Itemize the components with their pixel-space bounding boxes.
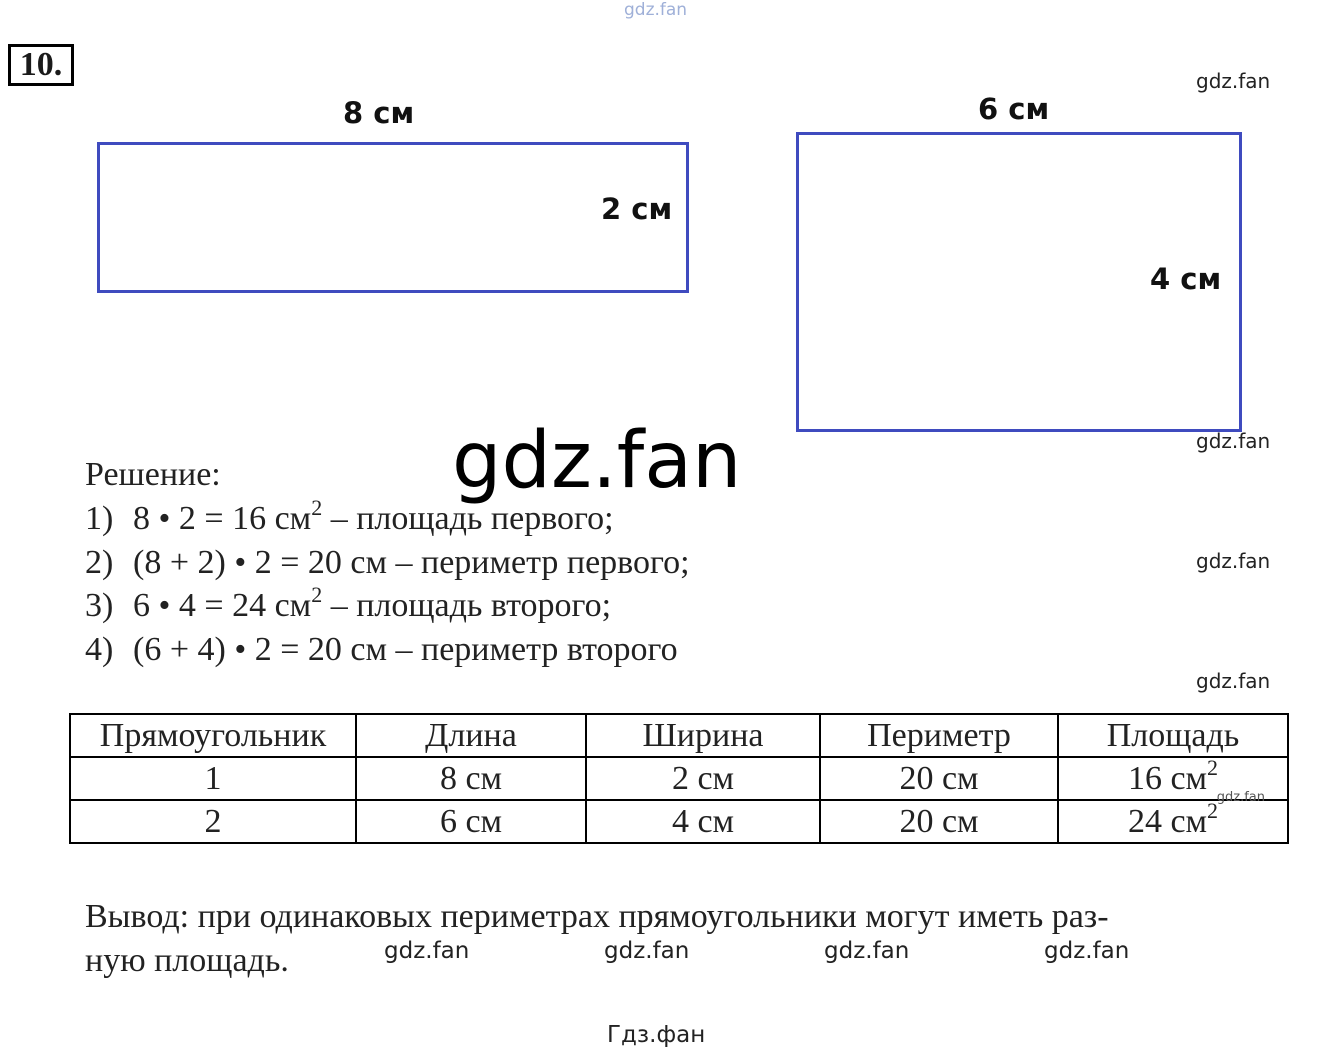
rect1-width-label: 8 см bbox=[343, 96, 415, 130]
step-expression: (8 + 2) • 2 = 20 см bbox=[133, 544, 388, 581]
header-cell: Длина bbox=[356, 714, 586, 757]
step-number: 2) bbox=[85, 544, 114, 581]
table-header-row bbox=[70, 714, 1288, 757]
results-table bbox=[69, 713, 1289, 844]
table-cell: 6 см bbox=[356, 800, 586, 843]
task-number: 10. bbox=[8, 44, 74, 86]
step-expression: (6 + 4) • 2 = 20 см bbox=[133, 631, 388, 668]
step-description: – периметр первого; bbox=[387, 544, 690, 581]
table-row bbox=[70, 800, 1288, 843]
watermark-big: gdz.fan bbox=[452, 416, 742, 506]
header-cell: Прямоугольник bbox=[70, 714, 356, 757]
step-description: – площадь второго; bbox=[322, 587, 612, 624]
step-number: 4) bbox=[85, 631, 114, 668]
solution-step-2 bbox=[85, 541, 690, 585]
watermark-footer: Гдз.фан bbox=[607, 1022, 706, 1048]
area-value: 24 см bbox=[1127, 802, 1208, 840]
watermark-bottom-2: gdz.fan bbox=[604, 938, 690, 964]
step-superscript: 2 bbox=[311, 582, 323, 607]
table-cell: 20 см bbox=[820, 757, 1058, 800]
watermark-side-3: gdz.fan bbox=[1196, 549, 1271, 573]
watermark-side-4: gdz.fan bbox=[1196, 669, 1271, 693]
step-number: 1) bbox=[85, 500, 114, 537]
watermark-side-2: gdz.fan bbox=[1196, 429, 1271, 453]
solution-step-4 bbox=[85, 628, 678, 672]
table-cell: 20 см bbox=[820, 800, 1058, 843]
watermark-bottom-4: gdz.fan bbox=[1044, 938, 1130, 964]
step-description: – площадь первого; bbox=[322, 500, 614, 537]
solution-heading: Решение: bbox=[85, 456, 221, 493]
table-cell bbox=[1058, 754, 1288, 805]
area-value: 16 см bbox=[1127, 759, 1208, 797]
table-row bbox=[70, 757, 1288, 800]
step-superscript: 2 bbox=[311, 495, 323, 520]
watermark-bottom-3: gdz.fan bbox=[824, 938, 910, 964]
step-expression: 6 • 4 = 24 см bbox=[133, 587, 312, 624]
conclusion-line-2: ную площадь. bbox=[85, 942, 289, 979]
watermark-side-1: gdz.fan bbox=[1196, 69, 1271, 93]
table-cell: 1 bbox=[70, 757, 356, 800]
header-cell: Площадь bbox=[1058, 714, 1288, 757]
watermark-bottom-1: gdz.fan bbox=[384, 938, 470, 964]
rect2-height-label: 4 см bbox=[1150, 262, 1222, 296]
area-superscript: 2 bbox=[1207, 797, 1219, 823]
rect2-width-label: 6 см bbox=[978, 92, 1050, 126]
area-superscript: 2 bbox=[1207, 754, 1219, 780]
step-description: – периметр второго bbox=[387, 631, 678, 668]
header-cell: Ширина bbox=[586, 714, 820, 757]
watermark-table: gdz.fan bbox=[1216, 790, 1265, 805]
table-cell: 2 см bbox=[586, 757, 820, 800]
table-cell: 4 см bbox=[586, 800, 820, 843]
watermark-top: gdz.fan bbox=[624, 0, 688, 20]
conclusion-line-1: Вывод: при одинаковых периметрах прямоугольники могут иметь раз- bbox=[85, 898, 1109, 935]
step-expression: 8 • 2 = 16 см bbox=[133, 500, 312, 537]
table-cell: 8 см bbox=[356, 757, 586, 800]
header-cell: Периметр bbox=[820, 714, 1058, 757]
solution-step-3 bbox=[85, 584, 611, 628]
table-cell: 2 bbox=[70, 800, 356, 843]
step-number: 3) bbox=[85, 587, 114, 624]
rect1-height-label: 2 см bbox=[601, 192, 673, 226]
